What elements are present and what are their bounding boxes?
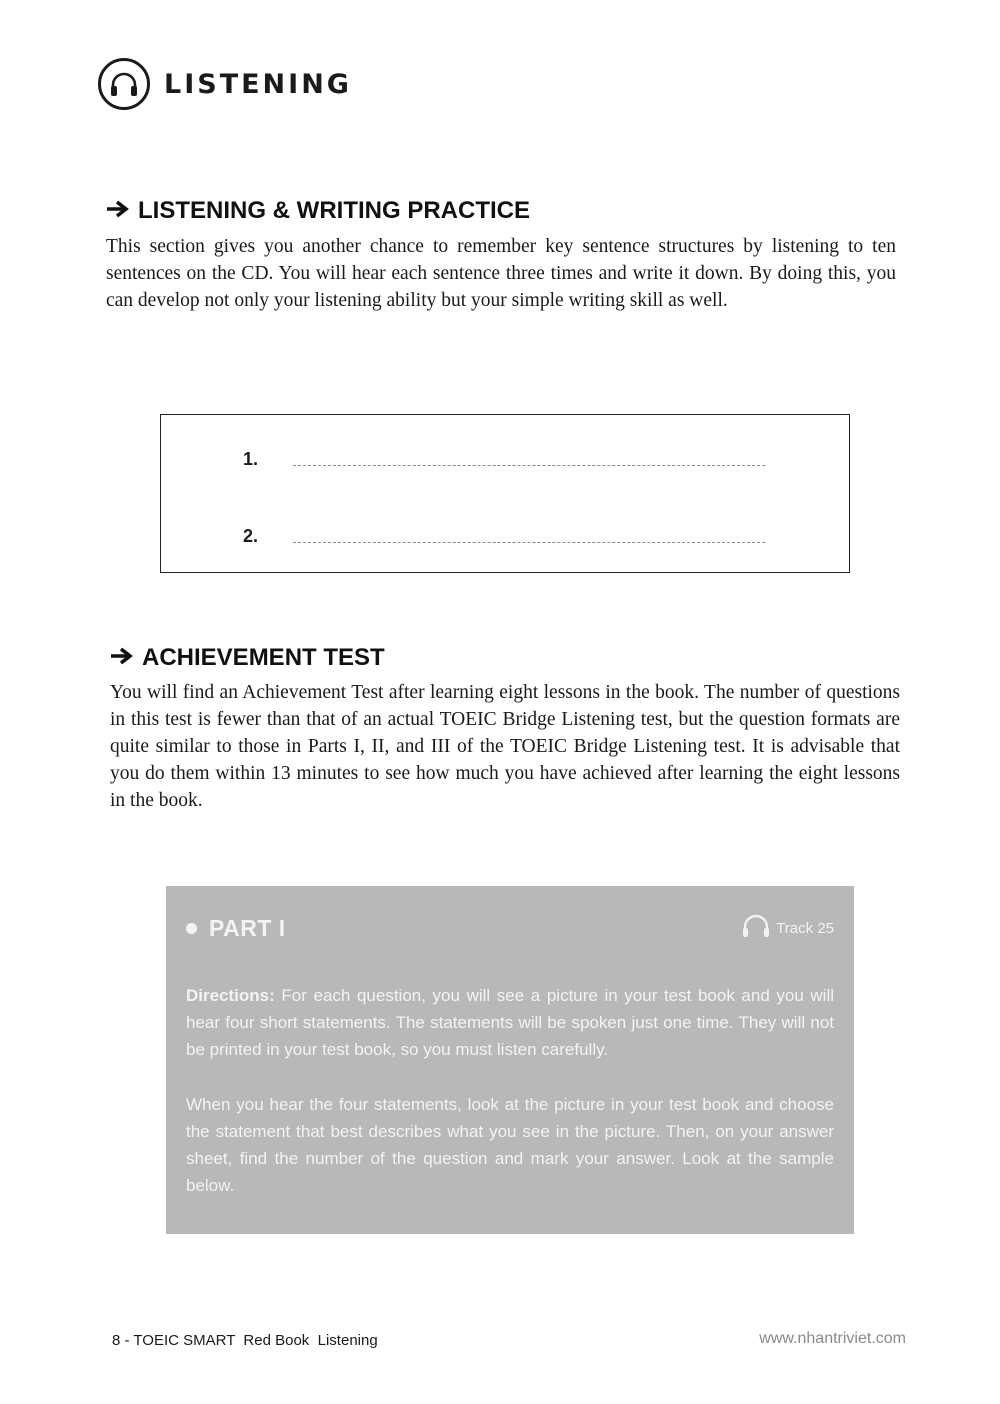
directions-panel — [166, 886, 854, 1234]
achievement-description: You will find an Achievement Test after learning eight lessons in the book. The number of questions in this test is fewer than that of an actual TOEIC Bridge Listening test, but the question formats are quite similar to those in Parts I, II, and III of the TOEIC Bridge Listening test. It is advisable that you do them within 13 minutes to see how much you have achieved after learning the eight lessons in the book. — [110, 682, 900, 811]
answer-line — [243, 449, 765, 470]
panel-header — [186, 908, 834, 948]
bullet-icon — [186, 923, 197, 934]
page-title: LISTENING — [164, 68, 352, 100]
track-label — [742, 914, 834, 942]
answer-blank[interactable] — [293, 465, 765, 466]
practice-heading-text: LISTENING & WRITING PRACTICE — [138, 197, 530, 224]
arrow-right-icon — [106, 197, 130, 225]
footer-website[interactable]: www.nhantriviet.com — [759, 1330, 906, 1347]
answer-blank[interactable] — [293, 542, 765, 543]
directions-text: For each question, you will see a picture in your test book and you will hear four short statements. The statements will be spoken just one time. They will not be printed in your test book, so you must listen carefully. — [186, 986, 834, 1059]
page-header — [98, 58, 352, 110]
headphones-icon — [98, 58, 150, 110]
arrow-right-icon — [110, 644, 134, 672]
directions-paragraph: When you hear the four statements, look at the picture in your test book and choose the statement that best describes what you see in the picture. Then, on your answer sheet, find the number of the question and mark your answer. Look at the sample below. — [186, 1095, 834, 1195]
achievement-heading — [110, 644, 385, 672]
answer-line-number: 1. — [243, 449, 259, 469]
footer-page-info: 8 - TOEIC SMART Red Book Listening — [112, 1332, 378, 1349]
practice-heading — [106, 197, 530, 225]
answer-line — [243, 526, 765, 547]
directions-label: Directions: — [186, 986, 275, 1005]
directions-paragraph — [186, 982, 834, 1063]
answer-line-number: 2. — [243, 526, 259, 546]
headphones-icon — [742, 914, 776, 942]
track-label-text: Track 25 — [776, 919, 834, 937]
page-footer — [112, 1332, 378, 1349]
achievement-heading-text: ACHIEVEMENT TEST — [142, 644, 385, 671]
part-label-text: PART I — [209, 914, 286, 941]
practice-answer-box — [160, 414, 850, 573]
part-label — [186, 915, 286, 942]
practice-description: This section gives you another chance to remember key sentence structures by listening to ten sentences on the CD. You will hear each sentence three times and write it down. By doing this, you can develop not only your listening ability but your simple writing skill as well. — [106, 236, 896, 311]
